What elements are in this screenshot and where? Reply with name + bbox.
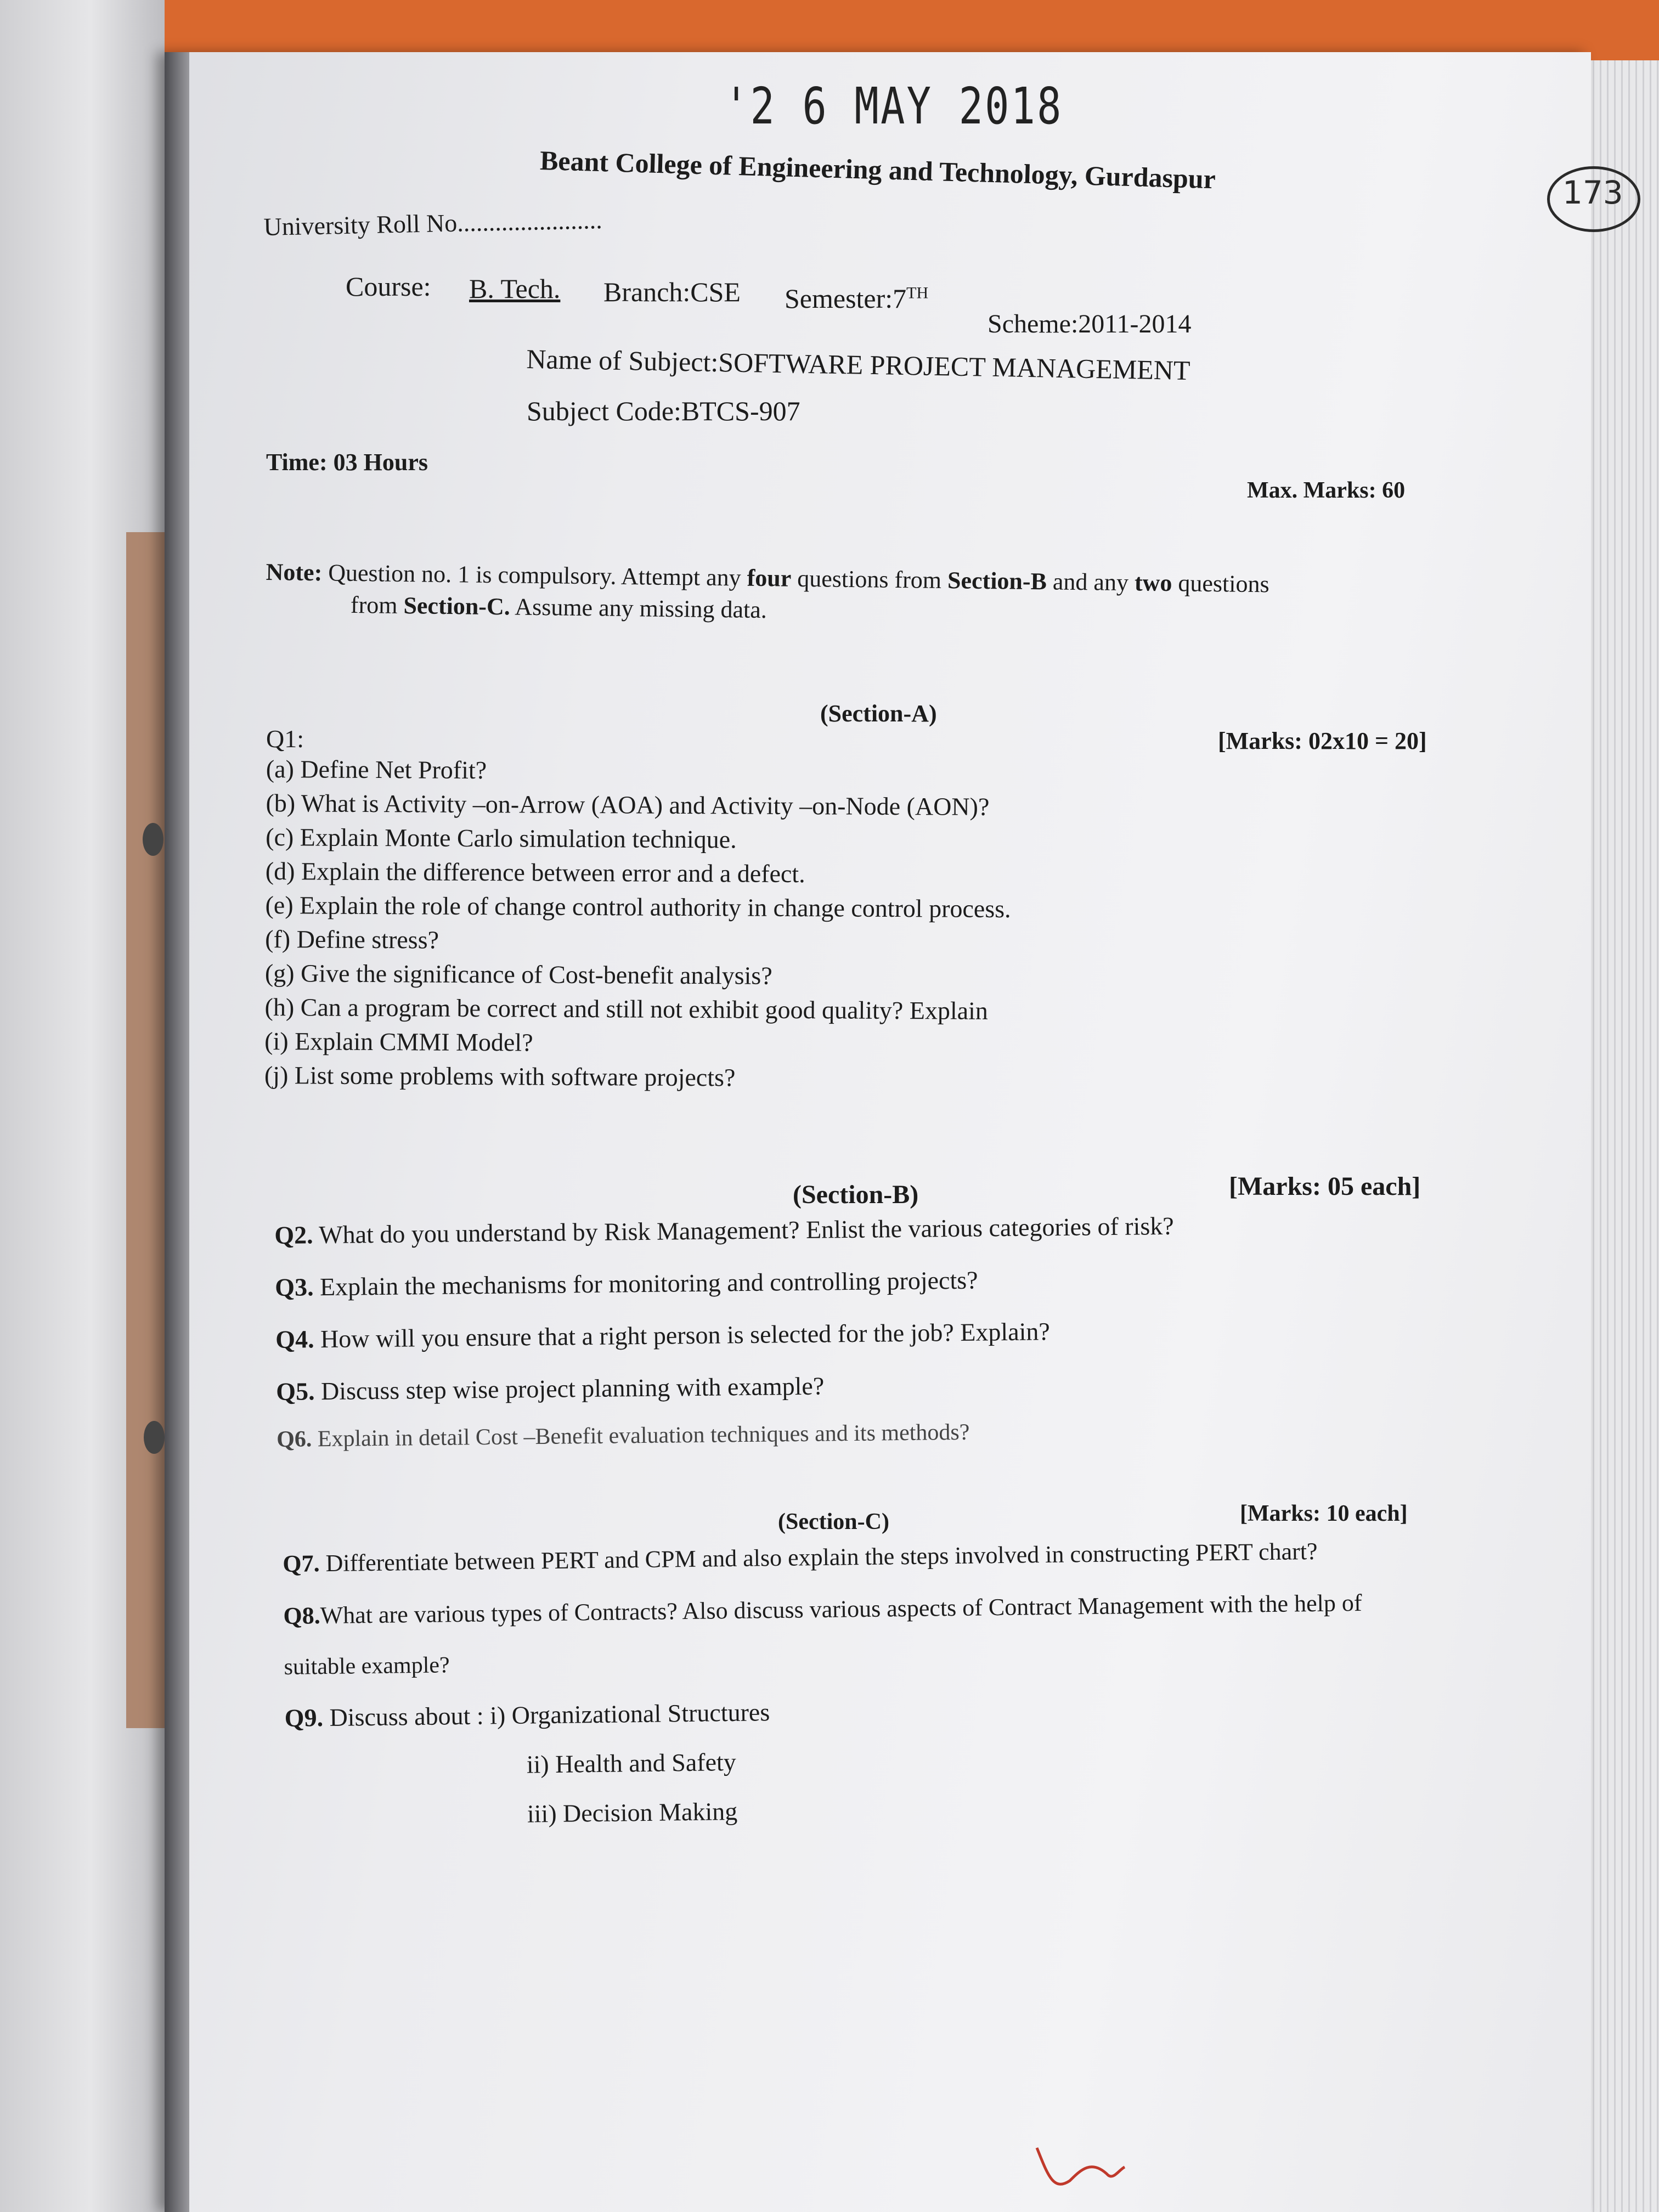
- section-c-marks: [Marks: 10 each]: [1240, 1501, 1408, 1526]
- course-label: Course:: [346, 271, 431, 302]
- q1-item: (j) List some problems with software projects?: [264, 1060, 736, 1092]
- note-text: from: [350, 591, 404, 619]
- note-text: questions from: [791, 565, 948, 594]
- subject-name: Name of Subject:SOFTWARE PROJECT MANAGEMENT: [526, 343, 1190, 386]
- subject-code: Subject Code:BTCS-907: [527, 396, 800, 426]
- college-name: Beant College of Engineering and Technology, Gurdaspur: [539, 144, 1216, 195]
- note-section-c: Section-C.: [403, 592, 511, 620]
- q1-item: (g) Give the significance of Cost-benefit analysis?: [264, 958, 772, 990]
- exam-sheet: [165, 52, 1623, 2212]
- question-q4: Q4. How will you ensure that a right person is selected for the job? Explain?: [275, 1317, 1051, 1353]
- note-text: questions: [1172, 569, 1269, 598]
- note-text: Assume any missing data.: [510, 593, 768, 624]
- time-label: Time:: [266, 449, 328, 476]
- section-c-heading: (Section-C): [778, 1509, 889, 1534]
- question-q3: Q3. Explain the mechanisms for monitoring and controlling projects?: [275, 1266, 978, 1301]
- semester-suffix: TH: [906, 284, 929, 302]
- note-section-b: Section-B: [947, 567, 1047, 595]
- branch: Branch:CSE: [603, 276, 741, 307]
- note-text: Question no. 1 is compulsory. Attempt any: [328, 559, 747, 591]
- q9-part-ii: ii) Health and Safety: [526, 1747, 737, 1779]
- q1-item: (c) Explain Monte Carlo simulation technique.: [266, 822, 737, 854]
- question-q2: Q2. What do you understand by Risk Management? Enlist the various categories of risk?: [274, 1211, 1174, 1249]
- question-q7: Q7. Differentiate between PERT and CPM and also explain the steps involved in constructing PERT chart?: [283, 1537, 1318, 1577]
- q1-item: (h) Can a program be correct and still not exhibit good quality? Explain: [264, 992, 989, 1025]
- q1-item: (f) Define stress?: [265, 924, 439, 954]
- course-value: B. Tech.: [469, 273, 561, 304]
- section-a-marks: [Marks: 02x10 = 20]: [1218, 727, 1427, 754]
- time-allowed: [266, 448, 428, 476]
- question-q8-continued: suitable example?: [284, 1652, 450, 1680]
- red-pen-mark: [1031, 2137, 1130, 2203]
- sheet-shadow-edge: [165, 52, 189, 2212]
- punch-hole: [144, 1421, 165, 1454]
- q1-item: (d) Explain the difference between error and a defect.: [265, 856, 805, 888]
- section-b-heading: (Section-B): [793, 1180, 919, 1209]
- q1-item: (e) Explain the role of change control authority in change control process.: [265, 890, 1011, 923]
- time-value: 03 Hours: [333, 449, 428, 476]
- q1-item: (a) Define Net Profit?: [266, 755, 487, 785]
- max-marks: Max. Marks: 60: [1247, 478, 1406, 503]
- date-stamp: '2 6 MAY 2018: [724, 77, 1063, 136]
- q1-label: Q1:: [266, 725, 304, 753]
- question-q6: Q6. Explain in detail Cost –Benefit evaluation techniques and its methods?: [276, 1419, 970, 1452]
- question-q5: Q5. Discuss step wise project planning with example?: [275, 1372, 825, 1406]
- note-four: four: [747, 564, 792, 592]
- page-stack-edge: [1580, 60, 1659, 2212]
- page-number: 173: [1562, 174, 1623, 211]
- section-a-heading: (Section-A): [820, 700, 937, 727]
- section-b-marks: [Marks: 05 each]: [1229, 1172, 1421, 1201]
- q9-part-iii: iii) Decision Making: [527, 1797, 738, 1828]
- scheme: Scheme:2011-2014: [988, 309, 1192, 338]
- note-text: and any: [1046, 568, 1135, 596]
- q1-item: (b) What is Activity –on-Arrow (AOA) and Activity –on-Node (AON)?: [266, 788, 990, 821]
- note-label: Note:: [266, 558, 323, 586]
- semester-label: Semester:7: [785, 283, 907, 314]
- note-line-2: [351, 591, 768, 624]
- question-q8: Q8.What are various types of Contracts? Also discuss various aspects of Contract Management with the help of: [283, 1589, 1362, 1629]
- roll-number-field: University Roll No.......................: [263, 206, 603, 241]
- punch-hole: [143, 823, 163, 856]
- note-two: two: [1134, 569, 1172, 597]
- q1-item: (i) Explain CMMI Model?: [264, 1026, 533, 1057]
- semester: [785, 283, 928, 314]
- question-q9: Q9. Discuss about : i) Organizational Structures: [284, 1698, 770, 1732]
